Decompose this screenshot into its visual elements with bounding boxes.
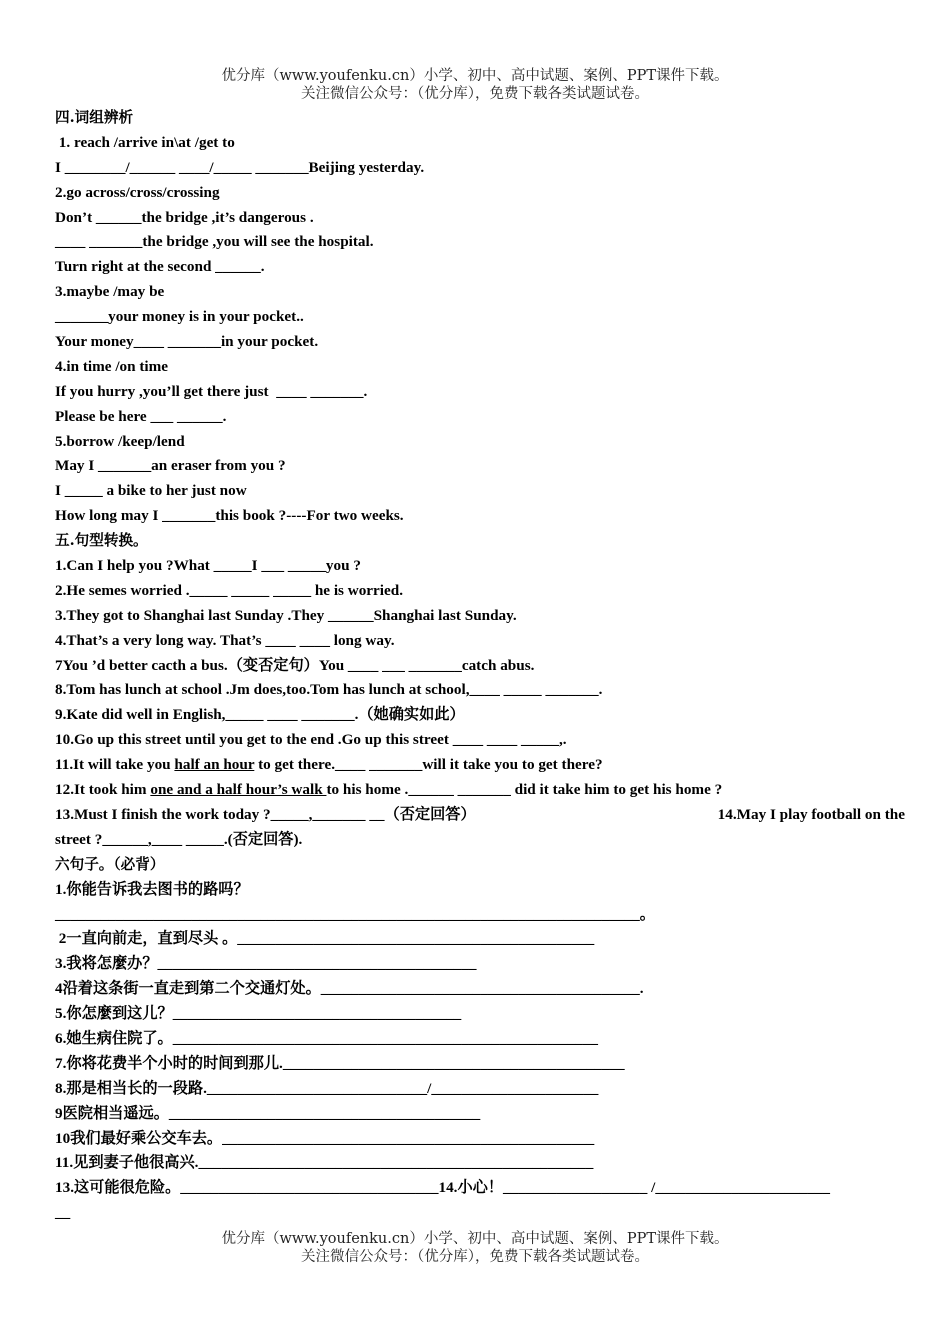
q2-line-2: ____ _______the bridge ,you will see the hospital. [55,233,374,251]
header-line-1: 优分库（www.youfenku.cn）小学、初中、高中试题、案例、PPT课件下载。 [221,68,729,84]
worksheet-content [55,106,905,1226]
q4-heading: 4.in time /on time [55,357,169,375]
page-footer [0,1230,950,1266]
s6-line-4: 4沿着这条街一直走到第二个交通灯处。__________________________________________. [55,980,644,998]
q5-line-2: I _____ a bike to her just now [55,482,247,500]
q4-line-1: If you hurry ,you’ll get there just ____ _______. [55,382,368,400]
s5-line-1: 1.Can I help you ?What _____I ___ _____you ? [55,557,361,575]
page-header [0,67,950,103]
section-6-title: 六句子。（必背） [55,855,165,873]
s5-line-4: 4.That’s a very long way. That’s ____ ____ long way. [55,631,395,649]
q3-line-2: Your money____ _______in your pocket. [55,333,319,351]
s5-line-12-end: to his home .______ _______ did it take him to get his home ? [326,781,723,799]
q4-line-2: Please be here ___ ______. [55,407,227,425]
s6-line-5: 5.你怎麼到这儿？______________________________________ [55,1005,462,1023]
s6-line-1-blank: _____________________________________________________________________________。 [55,905,655,923]
q2-line-3: Turn right at the second ______. [55,258,265,276]
s5-line-13-text: 13.Must I finish the work today ?_____,_______ __（否定回答） [55,805,476,823]
q1-heading: 1. reach /arrive in\at /get to [55,133,235,151]
s5-line-10: 10.Go up this street until you get to the end .Go up this street ____ ____ _____,. [55,731,567,749]
s5-line-12 [55,778,905,803]
s5-line-7: 7You ’d better cacth a bus.（变否定句）You ____ ___ _______catch abus. [55,656,535,674]
s5-line-12-start: 12.It took him [55,781,151,799]
s6-line-6: 6.她生病住院了。________________________________________________________ [55,1029,598,1047]
footer-line-1: 优分库（www.youfenku.cn）小学、初中、高中试题、案例、PPT课件下载。 [221,1231,729,1247]
s5-line-14-start: 14.May I play football on the [717,805,905,823]
section-4-title: 四.词组辨析 [55,109,134,126]
s5-line-8: 8.Tom has lunch at school .Jm does,too.Tom has lunch at school,____ _____ _______. [55,681,603,699]
q5-line-3: How long may I _______this book ?----For two weeks. [55,507,404,525]
q5-heading: 5.borrow /keep/lend [55,432,185,450]
s6-line-10: 10我们最好乘公交车去。_________________________________________________ [55,1129,595,1147]
s5-line-11-start: 11.It will take you [55,756,175,774]
s5-line-13 [55,803,905,828]
s5-line-11 [55,753,905,778]
s5-line-12-underlined: one and a half hour’s walk [150,781,327,799]
s6-line-13-cont: __ [55,1204,71,1222]
s6-line-11: 11.见到妻子他很高兴.____________________________________________________ [55,1154,594,1172]
q2-line-1: Don’t ______the bridge ,it’s dangerous . [55,208,314,226]
s5-line-9: 9.Kate did well in English,_____ ____ _______.（她确实如此） [55,706,465,724]
s6-line-1: 1.你能告诉我去图书的路吗？ [55,880,249,898]
s6-line-7: 7.你将花费半个小时的时间到那儿._____________________________________________ [55,1054,625,1072]
s6-line-2: 2一直向前走，直到尽头 。_______________________________________________ [55,930,595,948]
header-line-2: 关注微信公众号：（优分库），免费下载各类试题试卷。 [301,86,649,102]
q2-heading: 2.go across/cross/crossing [55,183,220,201]
s6-line-9: 9医院相当遥远。_________________________________________ [55,1104,481,1122]
s6-line-8: 8.那是相当长的一段路._____________________________/______________________ [55,1079,599,1097]
s6-line-13: 13.这可能很危险。__________________________________14.小心！___________________ /_______________________ [55,1179,830,1197]
footer-line-2: 关注微信公众号：（优分库），免费下载各类试题试卷。 [301,1249,649,1265]
s5-line-11-underlined: half an hour [174,756,255,774]
q3-line-1: _______your money is in your pocket.. [55,308,304,326]
s5-line-2: 2.He semes worried ._____ _____ _____ he is worried. [55,581,403,599]
q3-heading: 3.maybe /may be [55,283,165,301]
s5-line-11-end: to get there.____ _______will it take you to get there? [254,756,603,774]
s6-line-3: 3.我将怎麼办？__________________________________________ [55,955,477,973]
q1-line-1: I ________/______ ____/_____ _______Beijing yesterday. [55,158,425,176]
s5-line-3: 3.They got to Shanghai last Sunday .They ______Shanghai last Sunday. [55,606,517,624]
section-5-title: 五.句型转换。 [55,532,148,550]
q5-line-1: May I _______an eraser from you ? [55,457,286,475]
s5-line-14-cont: street ?______,____ _____.(否定回答). [55,830,303,848]
